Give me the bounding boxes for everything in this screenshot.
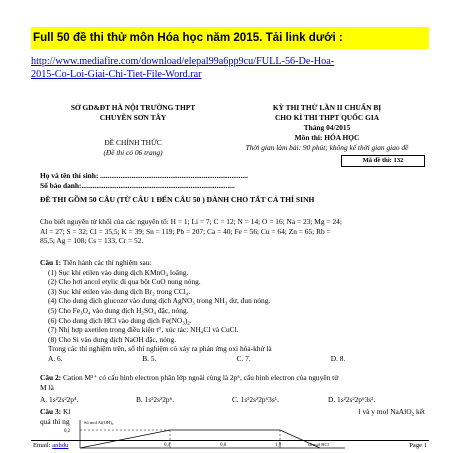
q3-graph — [40, 418, 425, 450]
q2-options — [40, 395, 425, 405]
exam-subject: Môn thi: HÓA HỌC — [294, 133, 360, 142]
question-2 — [40, 373, 425, 405]
page-number: Page 1 — [409, 442, 427, 449]
q2-stem-line2: M là — [40, 382, 54, 392]
atomic-line-1: Cho biết nguyên tử khối của các nguyên tố: H = 1; Li = 7; C = 12; N = 14; O = 16; Na = 23; Mg = 24; — [40, 217, 342, 226]
q3-label: Câu 3: — [40, 407, 62, 416]
school-name-line1: SỞ GD&ĐT HÀ NỘI TRƯỜNG THPT — [70, 103, 196, 112]
q1-option-a: A. 6. — [48, 353, 63, 363]
q3-stem-line2: quả thí ng — [40, 416, 70, 426]
download-banner: Full 50 đề thi thử môn Hóa học năm 2015. Tải link dưới : — [31, 27, 429, 49]
school-name-line2: CHUYÊN SƠN TÂY — [99, 113, 167, 122]
graph-xlabel: số mol HCl — [308, 442, 329, 447]
candidate-name-field: Họ và tên thí sinh: ................................................................................ — [40, 171, 248, 180]
exam-title-line1: KỲ THI THỬ LẦN II CHUẨN BỊ — [272, 103, 382, 112]
atomic-line-2: Al = 27; S = 32; Cl = 35,5; K = 39; Sn = 119; Pb = 207; Ca = 40; Fe = 56; Cu = 64; Zn = 65; Rb = — [40, 226, 331, 236]
question-1 — [40, 258, 425, 364]
download-link-line1[interactable]: http://www.mediafire.com/download/elepal99a6pp9cu/FULL-56-De-Hoa- — [31, 56, 335, 67]
q1-item: (1) Sục khí etilen vào dung dịch KMnO₄ loãng. — [48, 267, 189, 277]
q1-label: Câu 1: — [40, 258, 62, 267]
q2-option-c: C. 1s²2s²2p⁶3s¹. — [232, 395, 279, 405]
download-link-line2[interactable]: 2015-Co-Loi-Giai-Chi-Tiet-File-Word.rar — [31, 69, 202, 80]
q3-stem-end: l và y mol NaAlO₂ kết — [358, 407, 425, 416]
footer-email — [33, 441, 68, 450]
q1-item: (6) Cho dung dịch HCl vào dung dịch Fe(NO₃)₂. — [48, 315, 192, 325]
atomic-mass-block — [40, 217, 425, 246]
exam-code-box: Mã đề thi: 132 — [341, 155, 425, 167]
official-label: ĐỀ CHÍNH THỨC — [104, 138, 162, 147]
q1-item: (5) Cho Fe₃O₄ vào dung dịch H₂SO₄ đặc, nóng. — [48, 305, 189, 315]
q1-item: (8) Cho Si vào dung dịch NaOH đặc, nóng. — [48, 334, 177, 344]
footer-email-label: Email: — [33, 442, 53, 449]
q1-item: (2) Cho hơi ancol etylic đi qua bột CuO nung nóng. — [48, 277, 201, 287]
q1-option-d: D. 8. — [330, 353, 346, 363]
graph-x-tick: 0,6 — [220, 443, 227, 448]
exam-title-line2: CHO KÌ THI THPT QUỐC GIA — [274, 113, 380, 122]
atomic-line-3: 85,5; Ag = 108; Cs = 133, Cr = 52. — [40, 236, 144, 246]
q2-label: Câu 2: — [40, 373, 62, 382]
graph-ylabel: Số mol Al(OH)₃ — [84, 420, 114, 425]
school-header — [33, 103, 233, 158]
graph-x-tick: 0,4 — [164, 443, 171, 448]
exam-header — [232, 103, 422, 153]
q1-option-b: B. 5. — [142, 353, 157, 363]
q1-item: (7) Nhị hợp axetilen trong điều kiện t°, xúc tác: NH₄Cl và CuCl. — [48, 325, 239, 335]
download-link[interactable] — [31, 55, 431, 81]
q1-options — [40, 354, 425, 364]
candidate-number-field: Số báo danh:................................................................................... — [40, 181, 235, 190]
exam-time: Thời gian làm bài: 90 phút; không kể thời gian giao đề — [245, 143, 409, 152]
q3-stem-start: Kl — [61, 407, 71, 416]
q1-item: (4) Cho dung dịch glucozơ vào dung dịch AgNO₃ trong NH₃ dư, đun nóng. — [48, 296, 271, 306]
q2-option-d: D. 1s²2s²2p⁶3s². — [328, 395, 376, 405]
exam-month: Tháng 04/2015 — [303, 123, 351, 132]
footer-email-link[interactable]: anhdu — [52, 442, 69, 449]
q1-stem: Tiến hành các thí nghiệm sau: — [61, 258, 152, 267]
q2-option-a: A. 1s²2s²2p⁴. — [40, 395, 79, 405]
page-count-label: (Đề thi có 06 trang) — [103, 148, 163, 157]
q1-conclusion: Trong các thí nghiệm trên, số thí nghiệm có xảy ra phản ứng oxi hóa-khử là — [48, 344, 272, 354]
q2-stem: Cation M²⁺ có cấu hình electron phân lớp ngoài cùng là 2p⁶, cấu hình electron của nguyên tử — [61, 373, 339, 382]
q1-item: (3) Sục khí etilen vào dung dịch Br₂ trong CCl₄. — [48, 286, 191, 296]
graph-y-tick: 0,2 — [64, 429, 71, 434]
graph-x-tick: 1,0 — [275, 443, 282, 448]
graph-curve — [80, 430, 320, 448]
section-title: ĐỀ THI GỒM 50 CÂU (TỪ CÂU 1 ĐẾN CÂU 50 ) DÀNH CHO TẤT CẢ THÍ SINH — [40, 195, 315, 204]
q1-option-c: C. 7. — [236, 353, 251, 363]
q2-option-b: B. 1s²2s²2p⁶. — [136, 395, 175, 405]
